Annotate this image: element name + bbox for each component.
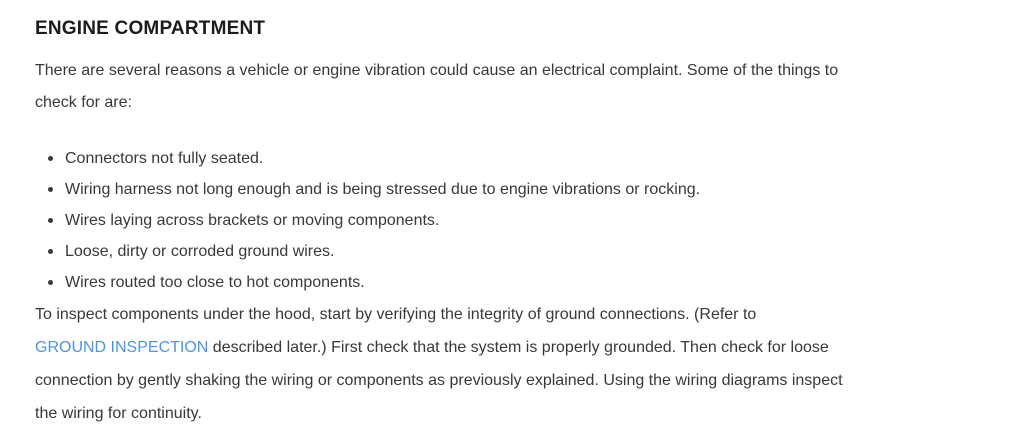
closing-line-1: To inspect components under the hood, start by verifying the integrity of ground connections. (Refer to [35,306,757,323]
list-item: Loose, dirty or corroded ground wires. [35,236,996,267]
intro-paragraph [35,55,996,119]
list-item: Connectors not fully seated. [35,143,996,174]
list-item: Wires laying across brackets or moving components. [35,205,996,236]
intro-line-2: check for are: [35,94,132,111]
closing-paragraph [35,298,996,430]
intro-line-1: There are several reasons a vehicle or engine vibration could cause an electrical complaint. Some of the things to [35,62,839,79]
section-heading: ENGINE COMPARTMENT [35,18,266,39]
closing-line-2 [35,331,996,364]
list-item: Wires routed too close to hot components. [35,267,996,298]
closing-line-3: connection by gently shaking the wiring or components as previously explained. Using the wiring diagrams inspect [35,372,843,389]
closing-line-4: the wiring for continuity. [35,405,202,422]
checklist [35,143,996,298]
list-item: Wiring harness not long enough and is being stressed due to engine vibrations or rocking. [35,174,996,205]
ground-inspection-link[interactable]: GROUND INSPECTION [35,339,209,356]
closing-line-2-text: described later.) First check that the system is properly grounded. Then check for loose [208,339,829,356]
